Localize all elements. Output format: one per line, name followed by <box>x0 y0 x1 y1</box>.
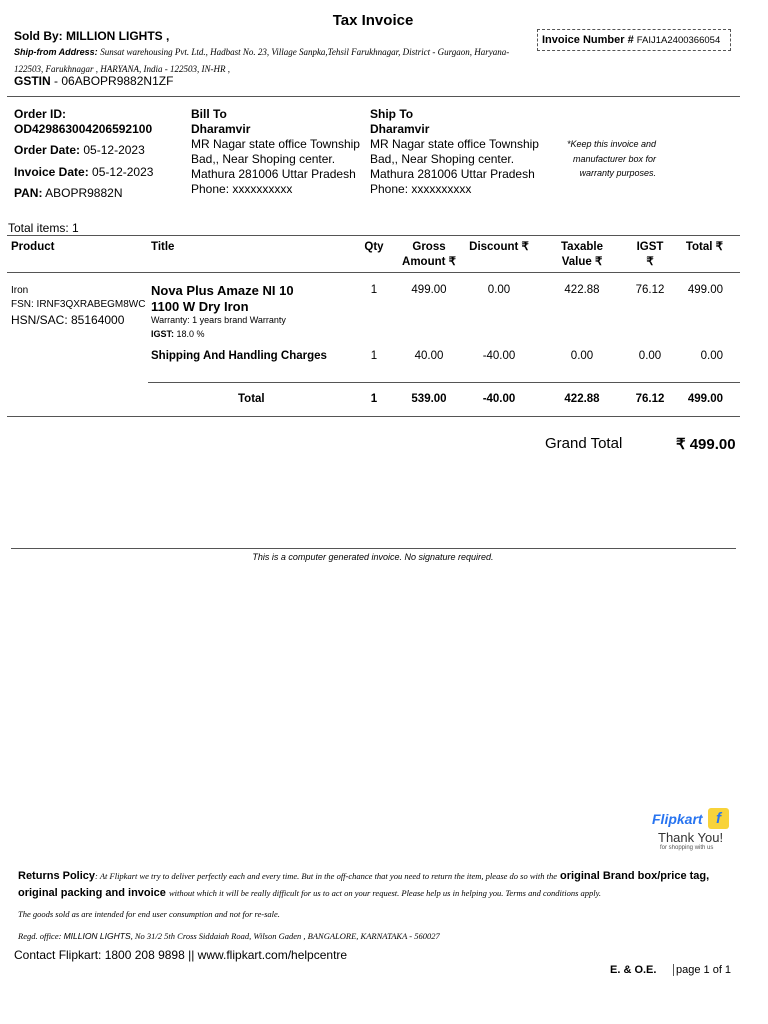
ship-from-value: Sunsat warehousing Pvt. Ltd., Hadbast No. 23, Village Sanpka,Tehsil Farukhnagar, District - Gurgaon, Haryana- 122503, Farukhnagar , HARYANA, India - 122503, IN-HR , <box>14 47 510 74</box>
invoice-date-value: 05-12-2023 <box>92 165 154 179</box>
order-date-label: Order Date: <box>14 143 81 157</box>
warranty-note-line3: warranty purposes. <box>579 168 656 178</box>
item-igst: 76.12 <box>635 284 665 296</box>
col-igst-line1: IGST <box>636 241 664 253</box>
returns-policy-bold: original Brand box/price tag, original packing and invoice <box>18 870 710 899</box>
item-discount: 0.00 <box>487 284 511 296</box>
order-id <box>14 107 152 137</box>
document-title: Tax Invoice <box>332 12 414 29</box>
ship-to <box>370 107 545 197</box>
item-fsn: FSN: IRNF3QXRABEGM8WC <box>11 299 146 310</box>
col-igst <box>628 240 672 269</box>
flipkart-bag-letter: f <box>716 810 721 827</box>
col-title: Title <box>151 241 175 253</box>
ship-to-line2: Bad,, Near Shoping center. <box>370 152 515 166</box>
computer-generated-note: This is a computer generated invoice. No signature required. <box>252 552 494 562</box>
col-igst-line2: ₹ <box>646 255 654 268</box>
header-row-divider <box>7 272 740 273</box>
shipping-discount: -40.00 <box>482 350 516 362</box>
flipkart-bag-icon <box>708 808 729 829</box>
warranty-note-line2: manufacturer box for <box>572 153 656 164</box>
col-taxable-line2: Value ₹ <box>561 255 603 268</box>
flipkart-logo-word: Flipkart <box>652 811 703 827</box>
gstin-label: GSTIN <box>14 74 51 88</box>
invoice-number-value: FAIJ1A2400366054 <box>636 35 721 46</box>
item-igst-value: 18.0 % <box>176 329 205 339</box>
totals-igst: 76.12 <box>635 393 665 405</box>
bill-to-label: Bill To <box>191 107 227 121</box>
table-top-divider <box>7 235 740 236</box>
item-warranty: Warranty: 1 years brand Warranty <box>151 315 286 325</box>
table-bottom-divider <box>7 416 740 417</box>
shipping-title: Shipping And Handling Charges <box>151 350 327 362</box>
page-number: page 1 of 1 <box>673 964 731 976</box>
shipping-gross: 40.00 <box>414 350 444 362</box>
ship-to-phone: Phone: xxxxxxxxxx <box>370 182 472 196</box>
bill-to <box>191 107 366 197</box>
bill-to-line1: MR Nagar state office Township <box>191 137 360 151</box>
order-date <box>14 143 145 158</box>
gstin-value: - 06ABOPR9882N1ZF <box>54 74 174 88</box>
grand-total-value: ₹ 499.00 <box>676 436 736 453</box>
pan-value: ABOPR9882N <box>45 186 123 200</box>
header-divider <box>7 96 740 97</box>
bill-to-line3: Mathura 281006 Uttar Pradesh <box>191 167 356 181</box>
item-taxable: 422.88 <box>564 284 600 296</box>
totals-label: Total <box>238 393 265 405</box>
totals-gross: 539.00 <box>411 393 447 405</box>
order-id-value: OD429863004206592100 <box>14 122 153 136</box>
ship-to-name: Dharamvir <box>370 122 430 136</box>
bill-to-phone: Phone: xxxxxxxxxx <box>191 182 293 196</box>
shipping-total: 0.00 <box>700 350 723 362</box>
item-igst-rate <box>151 329 205 339</box>
shipping-igst: 0.00 <box>638 350 662 362</box>
returns-policy-text2: without which it will be really difficult for us to act on your request. Please help us in helping you. Terms and conditions apply. <box>168 888 602 898</box>
goods-note: The goods sold as are intended for end user consumption and not for re-sale. <box>18 909 280 919</box>
item-title-line2: 1100 W Dry Iron <box>151 299 249 314</box>
pan <box>14 186 123 201</box>
sold-by-label: Sold By: <box>14 29 63 43</box>
col-discount: Discount ₹ <box>469 241 529 253</box>
col-gross <box>396 240 462 269</box>
totals-qty: 1 <box>370 393 378 405</box>
regd-address: , No 31/2 5th Cross Siddaiah Road, Wilson Gaden , BANGALORE, KARNATAKA - 560027 <box>130 931 440 941</box>
eoe: E. & O.E. <box>610 964 657 976</box>
registered-office <box>18 931 440 941</box>
warranty-note <box>556 137 656 181</box>
regd-name: MILLION LIGHTS <box>63 931 131 941</box>
sold-by-value: MILLION LIGHTS , <box>66 29 170 43</box>
col-taxable <box>549 240 615 269</box>
totals-total: 499.00 <box>687 393 723 405</box>
shipping-taxable: 0.00 <box>570 350 594 362</box>
item-total: 499.00 <box>687 284 723 296</box>
totals-taxable: 422.88 <box>564 393 600 405</box>
thank-you-sub: for shopping with us <box>660 845 714 851</box>
grand-total-label: Grand Total <box>545 435 623 452</box>
totals-top-divider <box>148 382 740 383</box>
col-gross-line2: Amount ₹ <box>402 255 456 268</box>
pan-label: PAN: <box>14 186 43 200</box>
col-total: Total ₹ <box>685 241 723 253</box>
returns-policy-label: Returns Policy <box>18 870 96 882</box>
sold-by <box>14 29 169 43</box>
invoice-date-label: Invoice Date: <box>14 165 89 179</box>
ship-to-line1: MR Nagar state office Township <box>370 137 539 151</box>
col-gross-line1: Gross <box>412 241 446 253</box>
bill-to-name: Dharamvir <box>191 122 251 136</box>
item-qty: 1 <box>370 284 378 296</box>
ship-from-label: Ship-from Address: <box>14 47 98 57</box>
returns-policy-text1: : At Flipkart we try to deliver perfectly each and every time. But in the off-chance that you need to return the item, please do so with the <box>95 871 557 881</box>
order-date-value: 05-12-2023 <box>83 143 145 157</box>
ship-to-label: Ship To <box>370 107 414 121</box>
invoice-date <box>14 165 153 180</box>
footer-divider <box>11 548 736 549</box>
invoice-number-box <box>537 29 731 51</box>
order-id-label: Order ID: <box>14 107 67 121</box>
contact-flipkart: Contact Flipkart: 1800 208 9898 || www.flipkart.com/helpcentre <box>14 948 348 962</box>
totals-discount: -40.00 <box>482 393 516 405</box>
invoice-number-label: Invoice Number # <box>542 34 634 46</box>
col-taxable-line1: Taxable <box>561 241 603 253</box>
thank-you: Thank You! <box>658 830 724 845</box>
regd-label: Regd. office: <box>18 931 62 941</box>
shipping-qty: 1 <box>370 350 378 362</box>
item-title-line1: Nova Plus Amaze NI 10 <box>151 283 294 298</box>
item-title <box>151 283 294 315</box>
item-gross: 499.00 <box>411 284 447 296</box>
gstin <box>14 74 173 88</box>
warranty-note-line1: *Keep this invoice and <box>566 139 656 149</box>
total-items: Total items: 1 <box>8 221 79 235</box>
ship-from-address <box>14 44 524 78</box>
col-product: Product <box>11 241 55 253</box>
item-product: Iron <box>11 285 29 296</box>
item-igst-label: IGST: <box>151 329 175 339</box>
returns-policy <box>18 868 723 902</box>
item-hsn: HSN/SAC: 85164000 <box>11 313 125 327</box>
bill-to-line2: Bad,, Near Shoping center. <box>191 152 336 166</box>
col-qty: Qty <box>364 241 384 253</box>
ship-to-line3: Mathura 281006 Uttar Pradesh <box>370 167 535 181</box>
